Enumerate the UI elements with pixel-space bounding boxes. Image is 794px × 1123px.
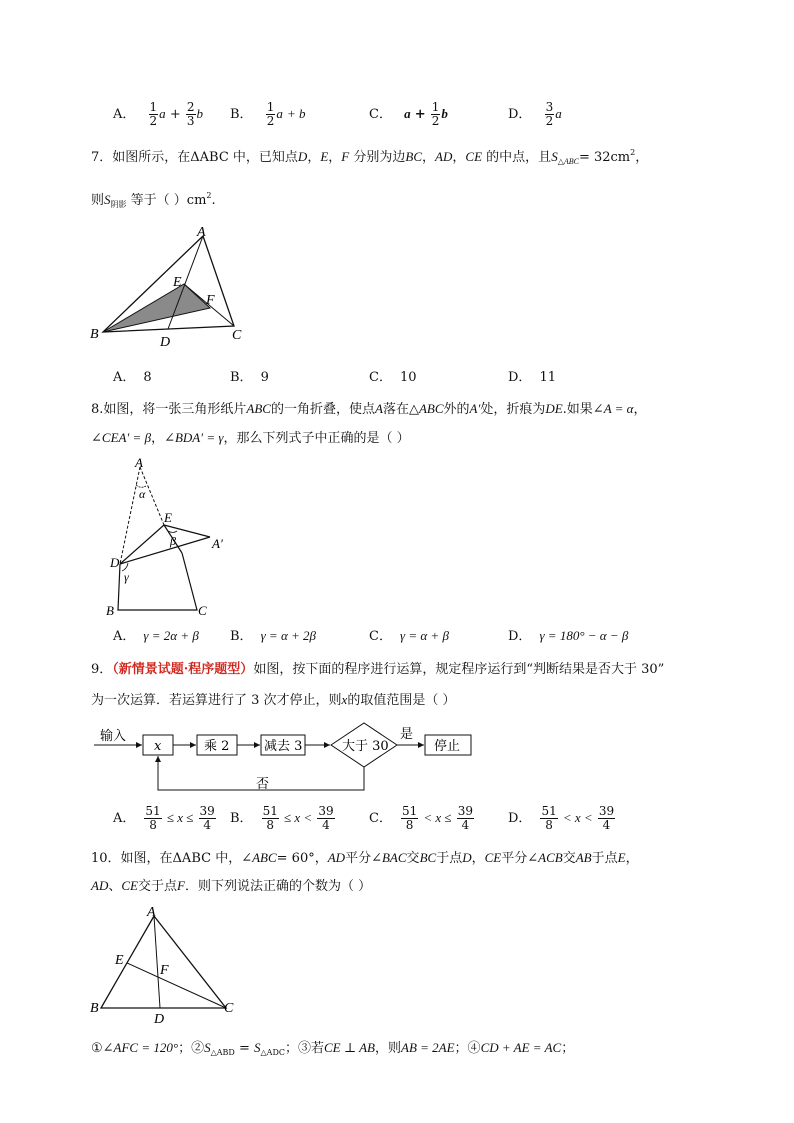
- label-b: B: [106, 603, 114, 618]
- label-a: A: [197, 225, 206, 240]
- question-type-tag: （新情景试题·程序题型）: [112, 662, 254, 677]
- label-c: C: [232, 328, 242, 343]
- q7-option-c: C． 10: [369, 370, 417, 385]
- label-a: A: [135, 455, 143, 470]
- segment-da-prime: [120, 537, 210, 564]
- q8-stem-line1: 8.如图，将一张三角形纸片ABC的一角折叠，使点A落在△ABC外的A′处，折痕为DE.如果∠A = α，: [91, 401, 647, 417]
- label-d: D: [160, 335, 171, 350]
- label-a: A: [147, 905, 156, 920]
- label-a-prime: A′: [212, 536, 223, 551]
- q7-triangle-figure: [88, 222, 258, 350]
- fraction: $\frac{1}{2}$: [149, 100, 158, 128]
- q10-triangle-figure: [86, 902, 246, 1027]
- q8-option-b: B． γ = α + 2β: [230, 628, 317, 644]
- q7-option-a: A． 8: [113, 370, 152, 385]
- q6-option-d: D． $\frac{3}{2}$ a: [508, 100, 562, 128]
- q6-option-c: C． a + $\frac{1}{2}$ b: [369, 100, 448, 128]
- q10-statements: ①∠AFC = 120°；$②S_{\triangle ABD} = S_{\triangle ADC}$；③若CE ⊥ AB，则AB = 2AE；④CD + AE = AC；: [91, 1040, 575, 1057]
- bisector-ce: [127, 963, 226, 1008]
- q10-stem-line1: 10．如图，在ΔABC 中，∠ABC= 60°，AD平分∠BAC交BC于点D，CE平分∠ACB交AB于点E，: [91, 850, 639, 866]
- shaded-region: [103, 284, 210, 332]
- q10-stem-line2: AD、CE交于点F．则下列说法正确的个数为（ ）: [91, 878, 372, 894]
- flow-input-label: 输入: [100, 729, 127, 744]
- q9-flowchart: [90, 718, 490, 800]
- q9-option-a: A． $\frac{51}{8}$ ≤ x ≤ $\frac{39}{4}$: [113, 804, 215, 832]
- label-gamma: γ: [124, 570, 129, 584]
- q9-stem-line2: 为一次运算．若运算进行了 3 次才停止，则x的取值范围是（ ）: [91, 692, 456, 708]
- flow-x-label: x: [154, 739, 162, 754]
- label-alpha: α: [139, 487, 146, 501]
- q8-option-a: A． γ = 2α + β: [113, 628, 199, 644]
- q8-option-d: D． γ = 180° − α − β: [508, 628, 629, 644]
- q7-option-d: D． 11: [508, 370, 556, 385]
- label-b: B: [90, 1001, 99, 1016]
- q9-option-d: D． $\frac{51}{8}$ < x < $\frac{39}{4}$: [508, 804, 615, 832]
- label-f: F: [160, 963, 169, 978]
- label-f: F: [206, 293, 215, 308]
- q9-stem-line1: 9．（新情景试题·程序题型）如图，按下面的程序进行运算，规定程序运行到“判断结果是否大于 30”: [91, 662, 665, 677]
- q6-option-a: A． $\frac{1}{2}$ a + $\frac{2}{3}$ b: [113, 100, 203, 128]
- fraction: $\frac{2}{3}$: [186, 100, 195, 128]
- q7-stem-line1: 7．如图所示，在ΔABC 中，已知点D，E，F 分别为边BC，AD，CE 的中点，且$S_{\triangle ABC}= 32cm^2$，: [91, 148, 649, 166]
- flow-yes-label: 是: [400, 727, 414, 742]
- label-d: D: [154, 1012, 165, 1027]
- q8-fold-figure: [100, 455, 240, 620]
- label-c: C: [224, 1001, 234, 1016]
- flow-multiply-label: 乘 2: [204, 739, 230, 754]
- q7-option-b: B． 9: [230, 370, 269, 385]
- label-beta: β: [170, 534, 176, 548]
- label-e: E: [164, 510, 172, 525]
- q6-option-b: B． $\frac{1}{2}$ a + b: [230, 100, 306, 128]
- q8-stem-line2: ∠CEA′ = β，∠BDA′ = γ，那么下列式子中正确的是（ ）: [91, 430, 410, 446]
- flow-stop-label: 停止: [434, 739, 461, 754]
- label-c: C: [198, 603, 207, 618]
- label-e: E: [173, 275, 182, 290]
- flow-no-label: 否: [256, 777, 270, 792]
- bisector-ad: [154, 916, 160, 1008]
- q7-stem-line2: 则$S_{阴影}$ 等于（ ）$cm^2$.: [91, 191, 216, 209]
- flow-decision-label: 大于 30: [342, 739, 389, 754]
- label-d: D: [110, 555, 120, 570]
- q9-option-c: C． $\frac{51}{8}$ < x ≤ $\frac{39}{4}$: [369, 804, 473, 832]
- q9-option-b: B． $\frac{51}{8}$ ≤ x < $\frac{39}{4}$: [230, 804, 334, 832]
- label-e: E: [115, 953, 124, 968]
- label-b: B: [90, 327, 99, 342]
- flow-subtract-label: 减去 3: [264, 739, 303, 754]
- q8-option-c: C． γ = α + β: [369, 628, 449, 644]
